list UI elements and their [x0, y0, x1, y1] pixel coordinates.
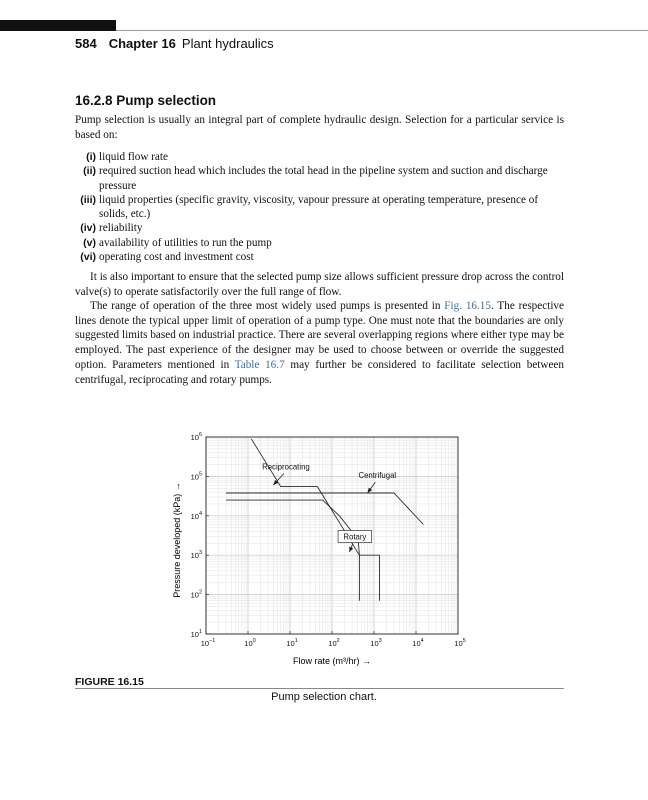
x-axis-label: Flow rate (m³/hr) →	[292, 656, 372, 666]
y-tick-label: $10^5$	[190, 471, 202, 482]
chapter-title: Plant hydraulics	[181, 36, 274, 51]
list-item-number: (vi)	[80, 251, 96, 264]
figure-label: FIGURE 16.15	[75, 676, 144, 688]
y-tick-label: $10^4$	[190, 510, 202, 521]
intro-paragraph: Pump selection is usually an integral part of complete hydraulic design. Selection for a particular service is based on:	[75, 114, 564, 141]
chart-annotations	[262, 462, 396, 552]
rotary-arrow-head	[349, 547, 353, 553]
table-reference-link[interactable]: Table 16.7	[234, 358, 285, 371]
x-tick-label: $10^2$	[328, 638, 340, 648]
paragraph-text: . The respective lines denote the typical upper limit of operation of a pump type. One must note that the boundaries are only suggested limits based on industrial practice. There are several overlapping regions where either type may be employed. The past experience of the designer may be used to choose between or override the suggested option. Parameters mentioned in	[75, 300, 564, 371]
y-tick-label: $10^1$	[190, 629, 202, 639]
paragraph-text: may further be considered to facilitate selection between centrifugal, reciprocating and rotary pumps.	[75, 358, 564, 386]
figure-reference-link[interactable]: Fig. 16.15	[444, 300, 491, 312]
y-tick-label: $10^3$	[190, 550, 202, 561]
list-item-text: required suction head which includes the total head in the pipeline system and suction and discharge pressure	[99, 165, 548, 192]
y-tick-label: $10^2$	[190, 589, 202, 600]
list-item-text: availability of utilities to run the pump	[99, 236, 272, 249]
y-axis-label: Pressure developed (kPa) →	[172, 482, 182, 598]
paragraph-text: The range of operation of the three most widely used pumps is presented in	[90, 300, 445, 312]
centrifugal-label: Centrifugal	[358, 471, 397, 481]
list-item-number: (v)	[83, 236, 96, 249]
y-tick-label: $10^6$	[190, 432, 202, 442]
x-tick-label: $10^3$	[370, 638, 382, 648]
reciprocating-label: Reciprocating	[262, 462, 310, 472]
list-item-number: (ii)	[83, 165, 96, 178]
x-tick-label: $10^{-1}$	[200, 638, 216, 648]
chart-grid	[206, 437, 458, 634]
rotary-label: Rotary	[343, 532, 367, 542]
list-item-number: (iv)	[80, 222, 96, 235]
x-tick-label: $10^1$	[286, 638, 298, 648]
list-item-number: (iii)	[80, 193, 96, 206]
list-item-text: reliability	[99, 222, 143, 235]
list-item-text: operating cost and investment cost	[99, 251, 254, 264]
list-item-text: liquid flow rate	[99, 151, 168, 163]
x-tick-label: $10^4$	[412, 638, 424, 648]
list-item-text: liquid properties (specific gravity, viscosity, vapour pressure at operating temperature, presence of solids, etc.)	[99, 193, 539, 221]
x-tick-label: $10^0$	[244, 638, 256, 648]
section-heading: 16.2.8 Pump selection	[75, 93, 217, 108]
x-tick-label: $10^5$	[454, 638, 466, 648]
page-number: 584	[75, 36, 97, 51]
paragraph-control-valve: It is also important to ensure that the selected pump size allows sufficient pressure drop across the control valve(s) to operate satisfactorily over the full range of flow.	[75, 271, 564, 298]
list-item-number: (i)	[86, 151, 96, 163]
chapter-label: Chapter 16	[108, 36, 176, 51]
figure-caption: Pump selection chart.	[271, 691, 377, 703]
figure-rule	[75, 688, 564, 689]
